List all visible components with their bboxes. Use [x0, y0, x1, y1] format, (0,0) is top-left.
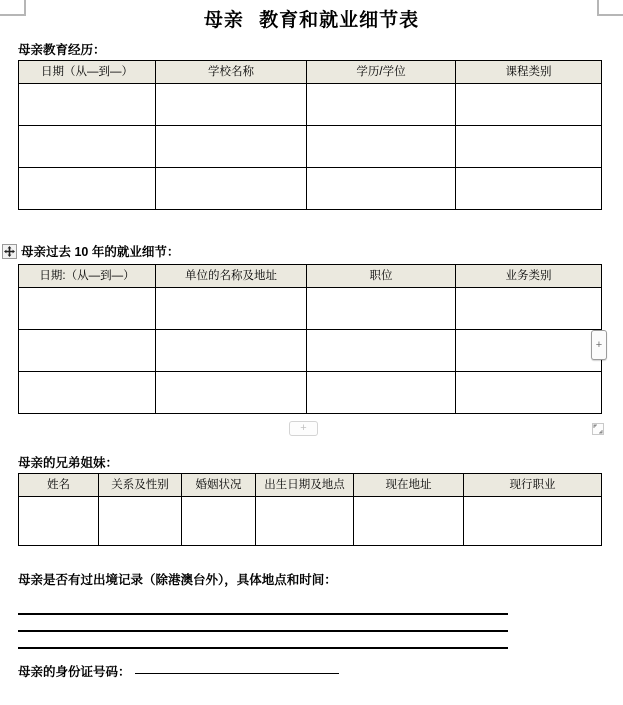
- table-cell[interactable]: [354, 497, 464, 546]
- table-cell[interactable]: [19, 168, 156, 210]
- column-header-degree: 学历/学位: [307, 61, 456, 84]
- id-number-input-blank[interactable]: [135, 673, 339, 674]
- table-cell[interactable]: [456, 372, 602, 414]
- column-header-current-address: 现在地址: [354, 474, 464, 497]
- table-header-row: [19, 265, 602, 288]
- table-row: [19, 84, 602, 126]
- table-cell[interactable]: [182, 497, 256, 546]
- table-cell[interactable]: [99, 497, 182, 546]
- table-header-row: [19, 61, 602, 84]
- table-cell[interactable]: [456, 126, 602, 168]
- id-number-row: [18, 662, 339, 680]
- column-header-date: 日期（从—到—）: [19, 61, 156, 84]
- table-cell[interactable]: [19, 372, 156, 414]
- employment-table: [18, 264, 602, 414]
- table-row: [19, 288, 602, 330]
- table-cell[interactable]: [19, 84, 156, 126]
- table-cell[interactable]: [307, 330, 456, 372]
- siblings-table: [18, 473, 602, 546]
- table-cell[interactable]: [19, 126, 156, 168]
- column-header-employer: 单位的名称及地址: [156, 265, 307, 288]
- table-cell[interactable]: [456, 330, 602, 372]
- column-header-position: 职位: [307, 265, 456, 288]
- column-header-relation-gender: 关系及性别: [99, 474, 182, 497]
- table-cell[interactable]: [456, 84, 602, 126]
- table-cell[interactable]: [307, 84, 456, 126]
- table-cell[interactable]: [256, 497, 354, 546]
- column-header-date: 日期:（从—到—）: [19, 265, 156, 288]
- column-header-birth-date-place: 出生日期及地点: [256, 474, 354, 497]
- table-row: [19, 168, 602, 210]
- table-resize-handle[interactable]: [592, 423, 604, 435]
- table-row: [19, 497, 602, 546]
- table-row: [19, 126, 602, 168]
- column-header-name: 姓名: [19, 474, 99, 497]
- section-label-travel-record: 母亲是否有过出境记录（除港澳台外），具体地点和时间：: [18, 573, 337, 587]
- answer-line-3[interactable]: [18, 647, 508, 649]
- answer-line-1[interactable]: [18, 613, 508, 615]
- section-label-employment: 母亲过去 10 年的就业细节：: [21, 245, 180, 259]
- education-table: [18, 60, 602, 210]
- column-header-marital-status: 婚姻状况: [182, 474, 256, 497]
- table-row: [19, 330, 602, 372]
- insert-column-button[interactable]: +: [591, 330, 607, 360]
- table-cell[interactable]: [156, 330, 307, 372]
- table-cell[interactable]: [307, 288, 456, 330]
- section-label-education: 母亲教育经历：: [18, 43, 106, 57]
- answer-line-2[interactable]: [18, 630, 508, 632]
- column-header-school-name: 学校名称: [156, 61, 307, 84]
- table-cell[interactable]: [19, 497, 99, 546]
- table-row: [19, 372, 602, 414]
- table-cell[interactable]: [307, 372, 456, 414]
- table-cell[interactable]: [156, 372, 307, 414]
- table-cell[interactable]: [19, 288, 156, 330]
- section-label-siblings: 母亲的兄弟姐妹：: [18, 456, 119, 470]
- table-cell[interactable]: [456, 168, 602, 210]
- table-cell[interactable]: [464, 497, 602, 546]
- column-header-current-occupation: 现行职业: [464, 474, 602, 497]
- table-cell[interactable]: [307, 168, 456, 210]
- table-move-handle[interactable]: [2, 244, 17, 259]
- insert-row-button[interactable]: +: [289, 421, 318, 436]
- table-cell[interactable]: [156, 288, 307, 330]
- column-header-course-type: 课程类别: [456, 61, 602, 84]
- table-cell[interactable]: [19, 330, 156, 372]
- table-header-row: [19, 474, 602, 497]
- table-cell[interactable]: [156, 84, 307, 126]
- id-number-label: 母亲的身份证号码：: [18, 665, 131, 679]
- column-header-business-type: 业务类别: [456, 265, 602, 288]
- table-cell[interactable]: [307, 126, 456, 168]
- table-cell[interactable]: [456, 288, 602, 330]
- table-cell[interactable]: [156, 168, 307, 210]
- page-title: 母亲 教育和就业细节表: [203, 9, 420, 31]
- table-cell[interactable]: [156, 126, 307, 168]
